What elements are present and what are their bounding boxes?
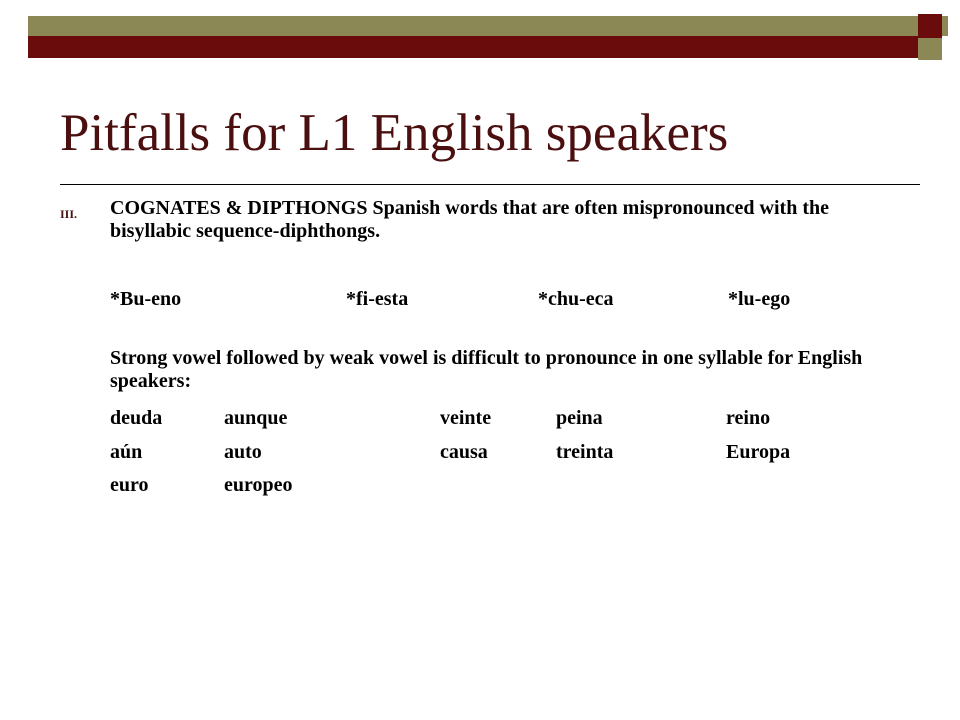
section-number: III. [60, 207, 78, 221]
word-cell: reino [726, 407, 771, 429]
word-row [110, 441, 910, 465]
word-cell: europeo [224, 474, 293, 496]
decorative-header-bar [0, 0, 960, 64]
example-luego: *lu-ego [728, 288, 791, 310]
explanation-paragraph: Strong vowel followed by weak vowel is difficult to pronounce in one syllable for English speakers: [110, 347, 863, 392]
title-divider [60, 184, 920, 185]
header-bar-maroon-stripe [28, 36, 940, 58]
word-row [110, 407, 910, 431]
word-cell: aún [110, 441, 143, 463]
word-cell: peina [556, 407, 603, 429]
example-bueno: *Bu-eno [110, 288, 182, 310]
word-cell: treinta [556, 441, 614, 463]
word-cell: causa [440, 441, 488, 463]
header-corner-maroon-square [918, 14, 942, 38]
word-cell: deuda [110, 407, 163, 429]
intro-paragraph: COGNATES & DIPTHONGS Spanish words that are often mispronounced with the bisyllabic sequence-diphthongs. [110, 197, 829, 242]
word-cell: auto [224, 441, 262, 463]
header-corner-olive-square [918, 38, 942, 60]
example-fiesta: *fi-esta [346, 288, 409, 310]
word-cell: euro [110, 474, 149, 496]
word-cell: Europa [726, 441, 791, 463]
header-bar-olive-stripe [28, 16, 948, 36]
word-cell: aunque [224, 407, 288, 429]
example-chueca: *chu-eca [538, 288, 614, 310]
word-row [110, 474, 910, 498]
word-cell: veinte [440, 407, 492, 429]
slide-title: Pitfalls for L1 English speakers [60, 104, 729, 162]
